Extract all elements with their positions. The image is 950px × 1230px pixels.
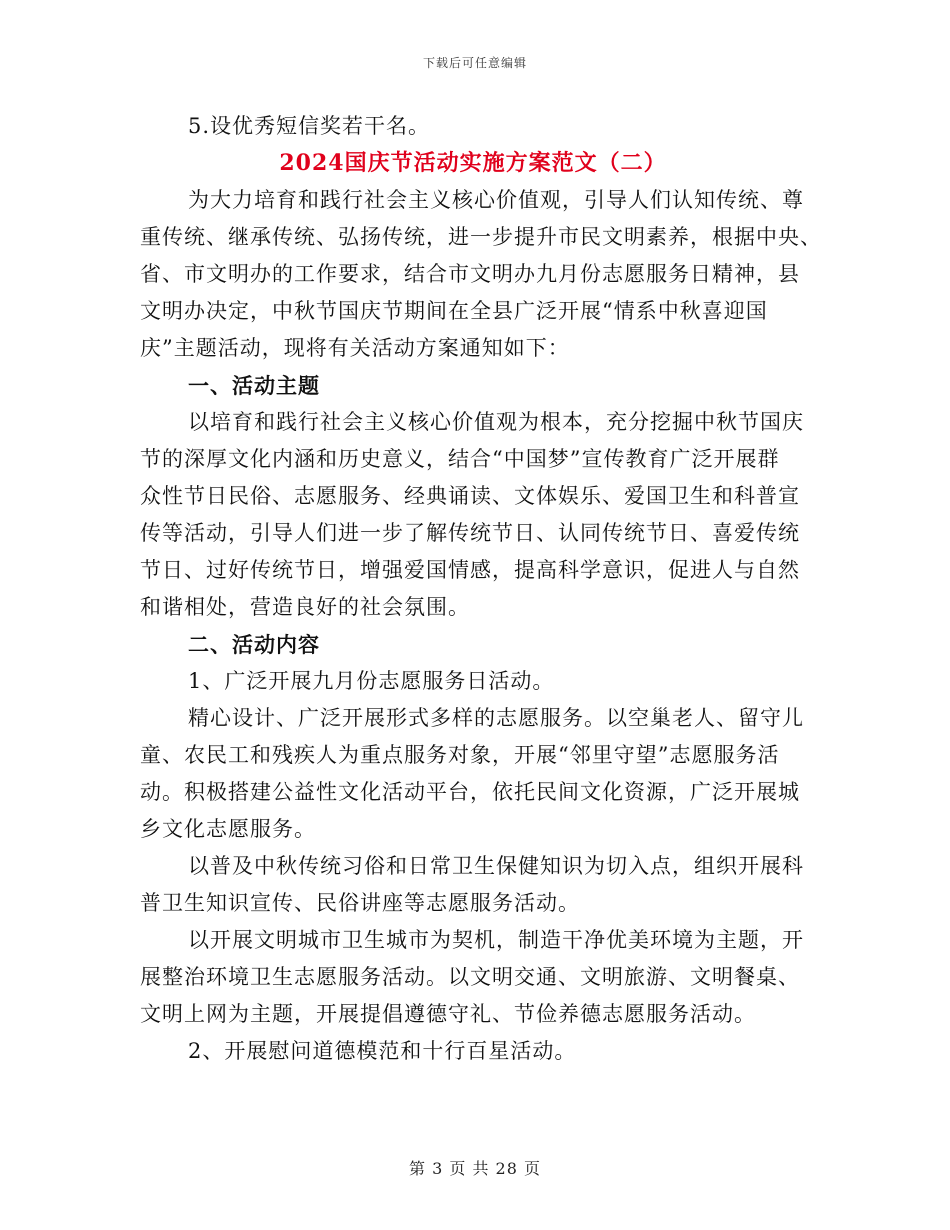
paragraph-line: 和谐相处，营造良好的社会氛围。 bbox=[140, 595, 470, 619]
section-heading-content: 二、活动内容 bbox=[188, 632, 320, 657]
paragraph-line: 以普及中秋传统习俗和日常卫生保健知识为切入点，组织开展科 bbox=[188, 854, 804, 878]
section-heading-theme: 一、活动主题 bbox=[188, 373, 320, 398]
paragraph-line: 以开展文明城市卫生城市为契机，制造干净优美环境为主题，开 bbox=[188, 928, 804, 952]
header-note: 下载后可任意编辑 bbox=[422, 56, 527, 70]
paragraph-line: 庆”主题活动，现将有关活动方案通知如下： bbox=[140, 336, 570, 360]
paragraph-line: 普卫生知识宣传、民俗讲座等志愿服务活动。 bbox=[140, 891, 580, 915]
paragraph-line: 1、广泛开展九月份志愿服务日活动。 bbox=[188, 669, 555, 693]
paragraph-line: 精心设计、广泛开展形式多样的志愿服务。以空巢老人、留守儿 bbox=[188, 706, 804, 730]
paragraph-line: 省、市文明办的工作要求，结合市文明办九月份志愿服务日精神，县 bbox=[140, 262, 800, 286]
document-body bbox=[140, 108, 822, 1070]
page-number-footer: 第 3 页 共 28 页 bbox=[409, 1159, 541, 1178]
paragraph-line: 文明办决定，中秋节国庆节期间在全县广泛开展“情系中秋喜迎国 bbox=[140, 299, 768, 323]
paragraph-line: 文明上网为主题，开展提倡遵德守礼、节俭养德志愿服务活动。 bbox=[140, 1002, 756, 1026]
paragraph-line: 节日、过好传统节日，增强爱国情感，提高科学意识，促进人与自然 bbox=[140, 558, 800, 582]
paragraph-line: 动。积极搭建公益性文化活动平台，依托民间文化资源，广泛开展城 bbox=[140, 780, 800, 804]
section-title: 2024国庆节活动实施方案范文（二） bbox=[279, 150, 667, 176]
paragraph-line: 童、农民工和残疾人为重点服务对象，开展“邻里守望”志愿服务活 bbox=[140, 743, 780, 767]
paragraph-line: 节的深厚文化内涵和历史意义，结合“中国梦”宣传教育广泛开展群 bbox=[140, 447, 780, 471]
paragraph-line: 展整治环境卫生志愿服务活动。以文明交通、文明旅游、文明餐桌、 bbox=[140, 965, 800, 989]
paragraph-line: 众性节日民俗、志愿服务、经典诵读、文体娱乐、爱国卫生和科普宣 bbox=[140, 484, 800, 508]
paragraph-line: 重传统、继承传统、弘扬传统，进一步提升市民文明素养，根据中央、 bbox=[140, 225, 822, 249]
paragraph-line: 传等活动，引导人们进一步了解传统节日、认同传统节日、喜爱传统 bbox=[140, 521, 800, 545]
paragraph-line: 为大力培育和践行社会主义核心价值观，引导人们认知传统、尊 bbox=[188, 188, 804, 212]
paragraph-line: 5.设优秀短信奖若干名。 bbox=[188, 114, 431, 138]
paragraph-line: 乡文化志愿服务。 bbox=[140, 817, 316, 841]
paragraph-line: 以培育和践行社会主义核心价值观为根本，充分挖掘中秋节国庆 bbox=[188, 410, 804, 434]
paragraph-line: 2、开展慰问道德模范和十行百星活动。 bbox=[188, 1039, 577, 1063]
